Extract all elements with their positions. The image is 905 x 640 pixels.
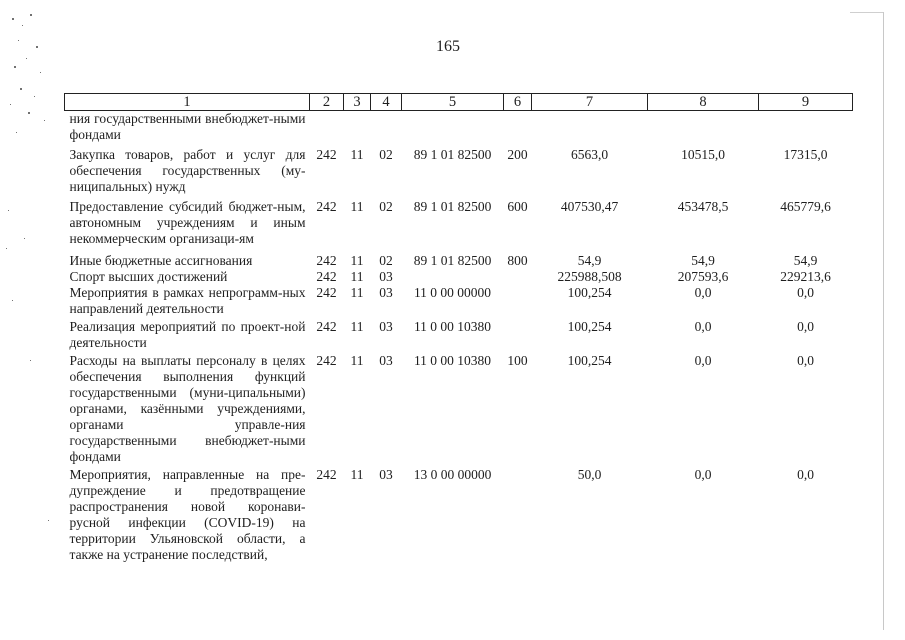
row-name-cell: Иные бюджетные ассигнования — [69, 253, 253, 268]
header-cell: 9 — [759, 94, 853, 111]
row-value-cell: 03 — [379, 285, 393, 300]
row-value-cell: 6563,0 — [570, 147, 609, 162]
row-value-cell: 11 — [350, 269, 364, 284]
row-value-cell: 11 — [350, 353, 364, 368]
scan-speck — [26, 58, 27, 59]
row-value-cell: 200 — [507, 147, 528, 162]
page-number: 165 — [436, 38, 460, 55]
row-value-cell: 229213,6 — [780, 269, 831, 284]
row-value-cell: 03 — [379, 319, 393, 334]
row-value-cell: 0,0 — [694, 285, 712, 300]
scan-speck — [14, 66, 16, 68]
row-value-cell: 0,0 — [694, 467, 712, 482]
row-value-cell: 11 0 00 10380 — [413, 319, 492, 334]
row-value-cell: 17315,0 — [783, 147, 828, 162]
row-value-cell: 242 — [316, 319, 337, 334]
scan-speck — [6, 248, 7, 249]
row-value-cell: 242 — [316, 147, 337, 162]
header-cell: 3 — [344, 94, 371, 111]
row-value-cell: 225988,508 — [557, 269, 622, 284]
row-value-cell: 11 0 00 10380 — [413, 353, 492, 368]
row-value-cell: 02 — [379, 147, 393, 162]
row-value-cell: 0,0 — [797, 467, 814, 482]
row-value-cell — [504, 317, 532, 351]
row-name-cell: Закупка товаров, работ и услуг для обеспечения государственных (му-ниципальных) нужд — [69, 147, 306, 194]
row-value-cell: 242 — [316, 285, 337, 300]
row-value-cell — [344, 111, 371, 144]
scan-speck — [16, 132, 17, 133]
scan-edge-right — [883, 12, 884, 630]
scan-speck — [44, 120, 45, 121]
scan-speck — [20, 88, 22, 90]
scan-edge-top — [850, 12, 884, 13]
row-value-cell: 100,254 — [567, 353, 612, 368]
row-value-cell: 54,9 — [577, 253, 602, 268]
scan-speck — [28, 112, 30, 114]
table-row — [65, 195, 853, 247]
row-value-cell: 11 — [350, 147, 364, 162]
row-value-cell: 242 — [316, 467, 337, 482]
row-value-cell: 0,0 — [797, 353, 814, 368]
row-value-cell: 453478,5 — [677, 199, 729, 214]
row-value-cell: 02 — [379, 199, 393, 214]
row-value-cell: 100 — [507, 353, 528, 368]
row-value-cell: 242 — [316, 253, 337, 268]
row-value-cell: 100,254 — [567, 319, 612, 334]
row-value-cell: 03 — [379, 353, 393, 368]
scan-speck — [30, 360, 31, 361]
header-cell: 2 — [310, 94, 344, 111]
row-value-cell — [504, 269, 532, 285]
scan-speck — [10, 104, 11, 105]
row-value-cell: 242 — [316, 199, 337, 214]
row-value-cell — [371, 111, 402, 144]
row-name-cell: Предоставление субсидий бюджет-ным, автономным учреждениям и иным некоммерческим организаци-ям — [69, 199, 306, 246]
row-name-cell: Мероприятия в рамках непрограмм-ных направлений деятельности — [69, 285, 306, 316]
row-value-cell: 0,0 — [694, 353, 712, 368]
row-value-cell: 13 0 00 00000 — [413, 467, 492, 482]
row-value-cell: 242 — [316, 353, 337, 368]
header-cell: 8 — [648, 94, 759, 111]
scan-speck — [30, 14, 32, 16]
row-value-cell: 11 — [350, 467, 364, 482]
header-cell: 4 — [371, 94, 402, 111]
row-value-cell — [759, 111, 853, 144]
scan-speck — [36, 46, 38, 48]
row-value-cell: 11 — [350, 199, 364, 214]
row-value-cell: 10515,0 — [681, 147, 725, 162]
row-value-cell: 89 1 01 82500 — [413, 147, 492, 162]
row-value-cell: 02 — [379, 253, 393, 268]
row-value-cell: 207593,6 — [677, 269, 729, 284]
row-value-cell — [310, 111, 344, 144]
scan-speck — [22, 25, 23, 26]
row-value-cell — [504, 465, 532, 563]
scan-speck — [24, 238, 25, 239]
scan-speck — [8, 210, 9, 211]
row-value-cell: 11 — [350, 285, 364, 300]
row-name-cell: Расходы на выплаты персоналу в целях обеспечения выполнения функций государственными (муни-ципальными) органами, казёнными учреждениями, органами управле-ния государственными внебюджет-ными фондами — [69, 353, 306, 464]
row-value-cell — [504, 111, 532, 144]
row-value-cell: 11 — [350, 319, 364, 334]
table-row — [65, 247, 853, 269]
row-value-cell: 03 — [379, 467, 393, 482]
row-value-cell: 100,254 — [567, 285, 612, 300]
table-row — [65, 143, 853, 195]
budget-table — [64, 93, 853, 563]
row-value-cell: 600 — [507, 199, 528, 214]
scan-speck — [12, 18, 14, 20]
row-value-cell: 0,0 — [694, 319, 712, 334]
table-row — [65, 317, 853, 351]
scan-speck — [48, 520, 49, 521]
row-value-cell: 465779,6 — [780, 199, 831, 214]
row-value-cell: 11 — [350, 253, 364, 268]
row-value-cell — [504, 285, 532, 317]
row-value-cell: 50,0 — [577, 467, 602, 482]
scan-speck — [18, 40, 19, 41]
row-name-cell: Реализация мероприятий по проект-ной деятельности — [69, 319, 306, 350]
row-value-cell: 89 1 01 82500 — [413, 253, 492, 268]
row-name-cell: Мероприятия, направленные на пре-дупреждение и предотвращение распространения новой коронави-русной инфекции (COVID-19) на территории Ульяновской области, а также на устранение последствий, — [69, 467, 306, 562]
table-row — [65, 285, 853, 317]
header-cell: 6 — [504, 94, 532, 111]
scan-speck — [34, 96, 35, 97]
scan-speck — [40, 72, 41, 73]
header-cell: 7 — [532, 94, 648, 111]
table-body — [65, 111, 853, 564]
row-value-cell: 54,9 — [691, 253, 715, 268]
row-value-cell: 03 — [379, 269, 393, 284]
header-cell: 1 — [65, 94, 310, 111]
row-value-cell: 89 1 01 82500 — [413, 199, 492, 214]
row-value-cell: 242 — [316, 269, 337, 284]
table-row — [65, 351, 853, 465]
row-value-cell: 0,0 — [797, 285, 814, 300]
row-name-cell: ния государственными внебюджет-ными фондами — [69, 111, 306, 142]
row-value-cell: 407530,47 — [560, 199, 619, 214]
scan-speck — [12, 300, 13, 301]
row-value-cell: 0,0 — [797, 319, 814, 334]
row-value-cell — [402, 111, 504, 144]
table-row — [65, 111, 853, 144]
row-value-cell — [532, 111, 648, 144]
row-value-cell: 11 0 00 00000 — [413, 285, 492, 300]
table-row — [65, 465, 853, 563]
header-row — [65, 94, 853, 111]
table-row — [65, 269, 853, 285]
header-cell: 5 — [402, 94, 504, 111]
row-value-cell: 800 — [507, 253, 528, 268]
row-value-cell — [648, 111, 759, 144]
row-value-cell — [402, 269, 504, 285]
row-name-cell: Спорт высших достижений — [69, 269, 228, 284]
row-value-cell: 54,9 — [793, 253, 818, 268]
